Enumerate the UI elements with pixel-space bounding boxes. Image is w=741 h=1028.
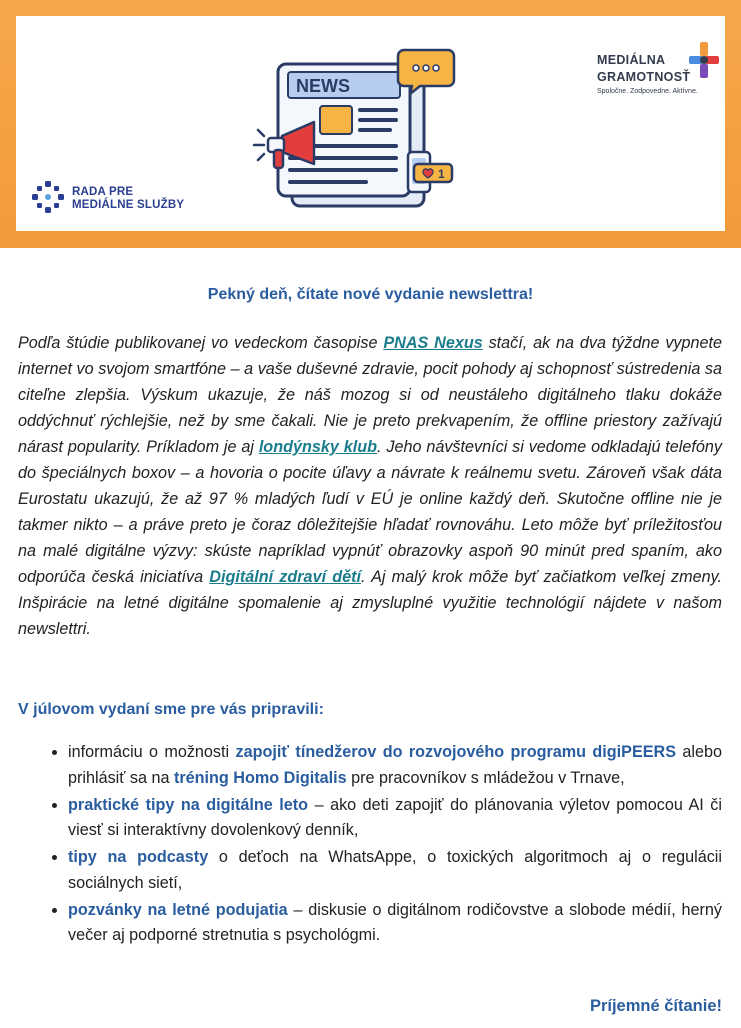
rada-logo-line1: RADA PRE xyxy=(72,186,134,198)
mg-logo-tagline: Spoločne. Zodpovedne. Aktívne. xyxy=(597,88,698,95)
contents-list xyxy=(18,740,722,950)
item-text: pre pracovníkov s mládežou v Trnave, xyxy=(346,768,625,787)
greeting-heading: Pekný deň, čítate nové vydanie newslettra! xyxy=(207,286,534,303)
header-banner xyxy=(0,0,741,248)
rada-logo[interactable] xyxy=(30,179,210,219)
intro-text-4: . Aj malý krok môže byť začiatkom veľkej zmeny. Inšpirácie na letné digitálne spomalenie aj zmysluplné využitie technológií nájdete v našom newslettri. xyxy=(18,568,722,638)
item-highlight: pozvánky na letné podujatia xyxy=(68,900,288,919)
mg-logo-line1: MEDIÁLNA xyxy=(597,53,666,67)
rada-logo-text xyxy=(72,186,184,212)
intro-paragraph xyxy=(18,330,722,642)
list-item xyxy=(68,898,722,949)
like-count: 1 xyxy=(438,167,445,181)
medialna-gramotnost-logo[interactable] xyxy=(594,30,719,102)
puzzle-cross-icon xyxy=(687,40,721,80)
item-highlight: tréning Homo Digitalis xyxy=(173,768,347,787)
section-title: V júlovom vydaní sme pre vás pripravili: xyxy=(18,701,324,718)
rada-logo-line2: MEDIÁLNE SLUŽBY xyxy=(72,199,185,211)
news-sign: NEWS xyxy=(296,76,350,96)
link-pnas-nexus[interactable]: PNAS Nexus xyxy=(383,334,483,352)
mg-logo-line2: GRAMOTNOSŤ xyxy=(597,70,691,84)
item-text: o deťoch na WhatsAppe, o toxických algoritmoch aj o regulácii sociálnych sietí, xyxy=(68,848,722,892)
item-text: informáciu o možnosti xyxy=(68,743,236,761)
phone-like-icon xyxy=(408,152,452,192)
intro-text-1: Podľa štúdie publikovanej vo vedeckom časopise xyxy=(18,334,384,352)
closing-line: Príjemné čítanie! xyxy=(589,997,722,1015)
item-text: – diskusie o digitálnom rodičovstve a slobode médií, herný večer aj podporné stretnutia s psychológmi. xyxy=(68,900,722,944)
rada-logo-icon xyxy=(30,179,66,215)
newspaper-illustration xyxy=(252,46,462,214)
list-item xyxy=(68,793,722,844)
intro-text-2: stačí, ak na dva týždne vypnete internet vo svojom smartfóne – a vaše duševné zdravie, pocit pohody aj schopnosť sústredenia sa citeľne zlepšia. Výskum ukazuje, že náš mozog si od neustáleho digitálneho tlaku dokáže oddýchnuť rýchlejšie, než by sme čakali. Nie je preto prekvapením, že offline priestory zažívajú nárast popularity. Príkladom je aj xyxy=(18,334,723,456)
item-highlight: praktické tipy na digitálne leto xyxy=(68,795,309,814)
banner-panel xyxy=(16,16,725,231)
item-highlight: zapojiť tínedžerov do rozvojového programu digiPEERS xyxy=(235,743,677,761)
link-londynsky-klub[interactable]: londýnsky klub xyxy=(258,438,378,456)
intro-text-3: . Jeho návštevníci si vedome odkladajú telefóny do špeciálnych boxov – a hovoria o pocite úľavy a návrate k reálnemu svetu. Zároveň však dáta Eurostatu ukazujú, že až 97 % mladých ľudí v EÚ je online každý deň. Skutočne offline nie je takmer nikto – a práve preto je čoraz dôležitejšie hľadať rovnováhu. Leto môže byť príležitosťou na malé digitálne výzvy: skúste napríklad vypnúť obrazovky aspoň 90 minút pred spaním, ako odporúča česká iniciatíva xyxy=(18,438,722,586)
item-text: alebo prihlásiť sa na xyxy=(68,743,722,787)
list-item xyxy=(68,845,722,896)
item-text: – ako deti zapojiť do plánovania výletov pomocou AI či viesť si interaktívny dovolenkový denník, xyxy=(68,795,722,839)
link-digitalni-zdravi-deti[interactable]: Digitální zdraví dětí xyxy=(209,568,362,586)
item-highlight: tipy na podcasty xyxy=(68,848,209,866)
list-item xyxy=(68,740,722,791)
